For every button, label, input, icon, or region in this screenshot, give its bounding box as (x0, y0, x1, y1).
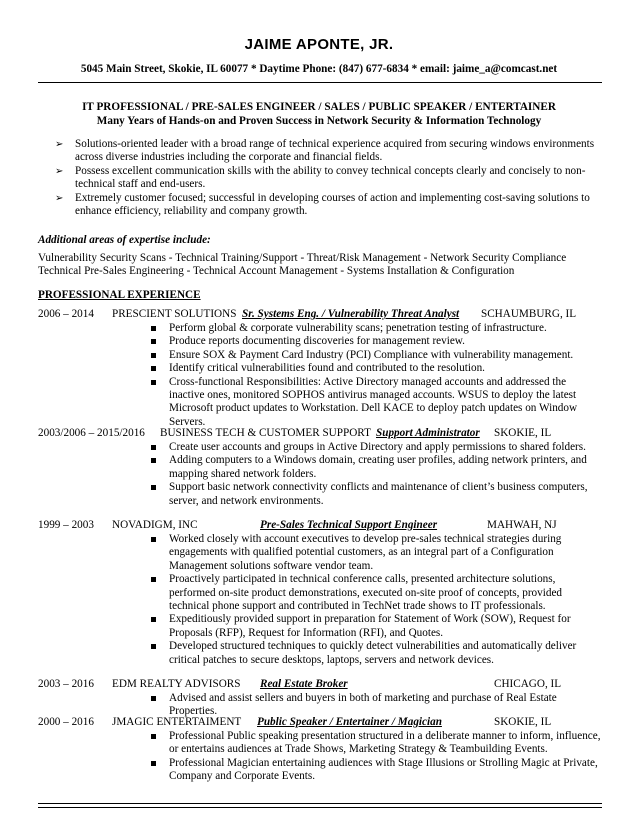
job-header (38, 716, 602, 730)
square-bullet-icon (151, 617, 156, 622)
job-bullet: Produce reports documenting discoveries for management review. (148, 335, 602, 348)
additional-expertise-heading: Additional areas of expertise include: (38, 234, 211, 246)
job-location: MAHWAH, NJ (487, 519, 557, 531)
job-entry (38, 519, 602, 667)
job-bullets (148, 441, 602, 508)
job-bullet: Support basic network connectivity conflicts and maintenance of client’s business computers, server, and network environments. (148, 481, 602, 508)
job-bullet: Cross-functional Responsibilities: Active Directory managed accounts and addressed the inactive ones, monitored SOPHOS antivirus managed accounts. WSUS to deploy the latest Microsoft product updates to Workstation. Dell KACE to deploy patch updates on Window Servers. (148, 376, 602, 430)
headline-block (0, 100, 638, 128)
expertise-line: Vulnerability Security Scans - Technical Training/Support - Threat/Risk Management - Network Security Compliance (38, 252, 567, 264)
job-dates: 2003 – 2016 (38, 678, 94, 690)
headline-tagline: Many Years of Hands-on and Proven Success in Network Security & Information Technology (96, 115, 542, 127)
job-entry (38, 716, 602, 784)
job-location: CHICAGO, IL (494, 678, 562, 690)
additional-expertise-list (38, 252, 602, 279)
job-entry (38, 678, 602, 719)
square-bullet-icon (151, 537, 156, 542)
square-bullet-icon (151, 380, 156, 385)
job-bullet: Professional Public speaking presentation structured in a deliberate manner to inform, influence, or entertains audiences at Trade Shows, Marketing Strategy & Teambuilding Events. (148, 730, 602, 757)
arrow-bullet-icon: ➢ (55, 165, 64, 177)
job-bullet: Advised and assist sellers and buyers in both of marketing and purchase of Real Estate Properties. (148, 692, 602, 719)
summary-list (55, 138, 605, 218)
job-title: Support Administrator (376, 427, 480, 439)
contact-line: 5045 Main Street, Skokie, IL 60077 * Daytime Phone: (847) 677-6834 * email: jaime_a@comcast.net (80, 63, 558, 75)
square-bullet-icon (151, 761, 156, 766)
job-company: EDM REALTY ADVISORS (112, 678, 241, 690)
job-title: Public Speaker / Entertainer / Magician (257, 716, 442, 728)
job-bullet: Create user accounts and groups in Active Directory and apply permissions to shared folders. (148, 441, 602, 454)
expertise-line: Technical Pre-Sales Engineering - Technical Account Management - Systems Installation & Configuration (38, 265, 515, 278)
square-bullet-icon (151, 644, 156, 649)
square-bullet-icon (151, 577, 156, 582)
header-divider (38, 82, 602, 83)
job-bullet: Identify critical vulnerabilities found and contributed to the resolution. (148, 362, 602, 375)
experience-heading: PROFESSIONAL EXPERIENCE (38, 289, 201, 301)
square-bullet-icon (151, 458, 156, 463)
job-bullets (148, 322, 602, 429)
square-bullet-icon (151, 445, 156, 450)
square-bullet-icon (151, 696, 156, 701)
summary-item: ➢ Solutions-oriented leader with a broad range of technical experience acquired from securing windows environments across diverse industries including the corporate and financial fields. (55, 138, 595, 164)
square-bullet-icon (151, 366, 156, 371)
job-dates: 2006 – 2014 (38, 308, 94, 320)
job-location: SKOKIE, IL (494, 716, 552, 728)
square-bullet-icon (151, 485, 156, 490)
job-bullet: Ensure SOX & Payment Card Industry (PCI) Compliance with vulnerability management. (148, 349, 602, 362)
job-title: Real Estate Broker (260, 678, 348, 690)
job-bullet: Professional Magician entertaining audiences with Stage Illusions or Strolling Magic at Private, Company and Corporate Events. (148, 757, 602, 784)
job-header (38, 678, 602, 692)
job-company: BUSINESS TECH & CUSTOMER SUPPORT (160, 427, 371, 439)
job-title: Pre-Sales Technical Support Engineer (260, 519, 438, 531)
job-title: Sr. Systems Eng. / Vulnerability Threat Analyst (242, 308, 460, 320)
arrow-bullet-icon: ➢ (55, 139, 64, 150)
job-company: PRESCIENT SOLUTIONS (112, 308, 237, 320)
job-company: NOVADIGM, INC (112, 519, 198, 531)
job-bullet: Proactively participated in technical conference calls, presented architecture solutions, performed on-site product demonstrations, executed on-site proof of concepts, provided technical phone support and contributed in TechNet trade shows to IT professionals. (148, 573, 602, 613)
arrow-bullet-icon: ➢ (55, 192, 64, 204)
summary-item: ➢ Extremely customer focused; successful in developing courses of action and implementing cost-saving solutions to enhance efficiency, reliability and company growth. (55, 191, 590, 218)
job-entry (38, 308, 602, 429)
job-bullets (148, 730, 602, 784)
footer-double-divider (38, 803, 602, 808)
square-bullet-icon (151, 353, 156, 358)
job-dates: 2000 – 2016 (38, 716, 94, 728)
job-dates: 2003/2006 – 2015/2016 (38, 427, 145, 439)
candidate-name: JAIME APONTE, JR. (244, 36, 394, 53)
job-location: SCHAUMBURG, IL (481, 308, 577, 320)
job-bullet: Developed structured techniques to quickly detect vulnerabilities and automatically deliver critical patches to secure desktops, laptops, servers and network devices. (148, 640, 602, 667)
job-dates: 1999 – 2003 (38, 519, 94, 531)
headline-roles: IT PROFESSIONAL / PRE-SALES ENGINEER / SALES / PUBLIC SPEAKER / ENTERTAINER (82, 101, 556, 113)
job-bullet: Expeditiously provided support in preparation for Statement of Work (SOW), Request for Proposals (RFP), Request for Information (RFI), and Quotes. (148, 613, 602, 640)
job-bullet: Perform global & corporate vulnerability scans; penetration testing of infrastructure. (148, 322, 602, 335)
job-header (38, 308, 602, 322)
job-bullets (148, 692, 602, 719)
job-location: SKOKIE, IL (494, 427, 552, 439)
square-bullet-icon (151, 734, 156, 739)
job-bullet: Worked closely with account executives to develop pre-sales technical strategies during engagements with qualified potential customers, as an integral part of a Configuration Management solutions software vendor team. (148, 533, 602, 573)
summary-item: ➢ Possess excellent communication skills with the ability to convey technical concepts clearly and concisely to non-technical staff and end-users. (55, 164, 586, 191)
job-bullet: Adding computers to a Windows domain, creating user profiles, adding network printers, and mapping shared network folders. (148, 454, 602, 481)
square-bullet-icon (151, 339, 156, 344)
job-entry (38, 427, 602, 508)
square-bullet-icon (151, 326, 156, 331)
job-bullets (148, 533, 602, 667)
job-header (38, 427, 602, 441)
job-company: JMAGIC ENTERTAIMENT (112, 716, 242, 728)
job-header (38, 519, 602, 533)
